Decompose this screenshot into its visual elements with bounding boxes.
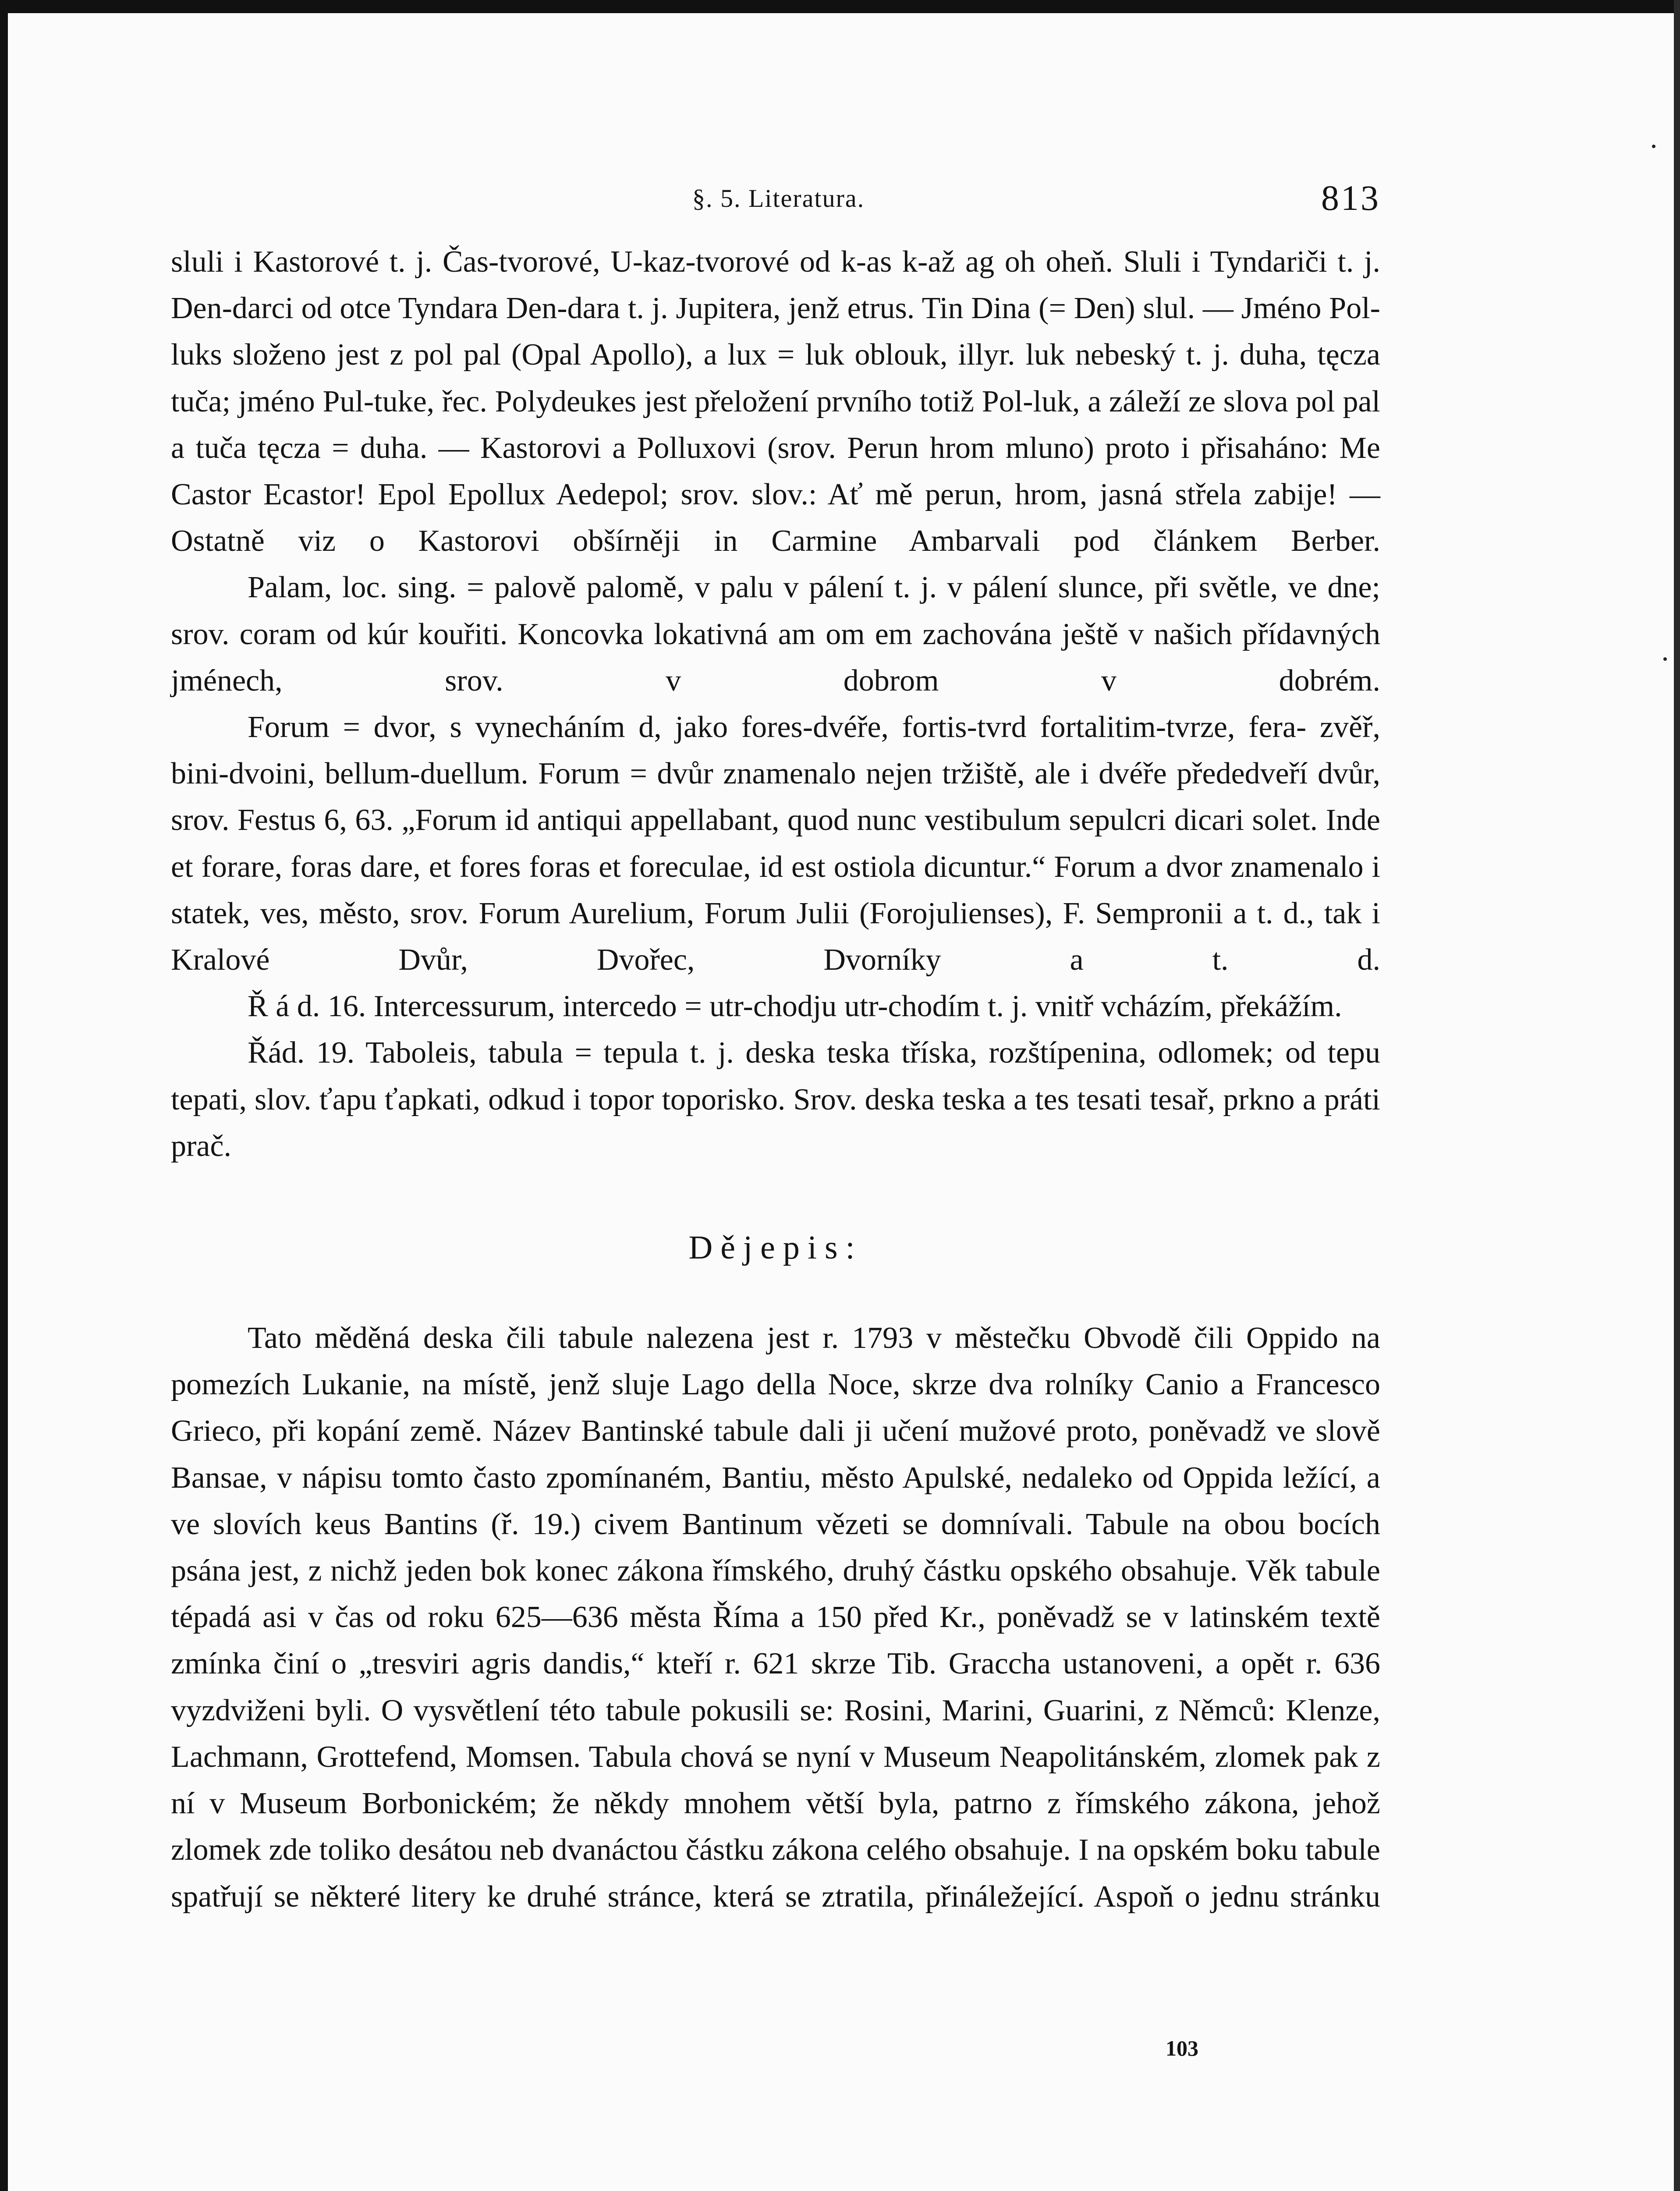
- signature-mark: 103: [1166, 2036, 1198, 2060]
- page-header: [171, 177, 1380, 226]
- running-head: §. 5. Literatura.: [692, 184, 865, 213]
- scan-border-left: [0, 0, 8, 2191]
- paragraph-forum: Forum = dvor, s vynecháním d, jako fores-dvéře, fortis-tvrd fortalitim-tvrze, fera- zvěř, bini-dvoini, bellum-duellum. Forum = dvůr znamenalo nejen tržiště, ale i dvéře přededveří dvůr, srov. Festus 6, 63. „Forum id antiqui appellabant, quod nunc vestibulum sepulcri dicari solet. Inde et forare, foras dare, et fores foras et foreculae, id est ostiola dicuntur.“ Forum a dvor znamenalo i statek, ves, město, srov. Forum Aurelium, Forum Julii (Forojulienses), F. Sempronii a t. d., tak i Kralové Dvůr, Dvořec, Dvorníky a t. d.: [171, 710, 1380, 977]
- section-title-dejepis: Dějepis:: [688, 1229, 863, 1266]
- paragraph-rad-19: Řád. 19. Taboleis, tabula = tepula t. j. deska teska tříska, rozštípenina, odlomek; od tepu tepati, slov. ťapu ťapkati, odkud i topor toporisko. Srov. deska teska a tes tesati tesař, prkno a práti prač.: [171, 1036, 1380, 1163]
- page-body: [171, 239, 1380, 1920]
- paragraph-dejepis: Tato měděná deska čili tabule nalezena jest r. 1793 v městečku Obvodě čili Oppido na pomezích Lukanie, na místě, jenž sluje Lago della Noce, skrze dva rolníky Canio a Francesco Grieco, při kopání země. Název Bantinské tabule dali ji učení mužové proto, poněvadž ve slově Bansae, v nápisu tomto často zpomínaném, Bantiu, město Apulské, nedaleko od Oppida ležící, a ve slovích keus Bantins (ř. 19.) civem Bantinum vězeti se domnívali. Tabule na obou bocích psána jest, z nichž jeden bok konec zákona římského, druhý částku opského obsahuje. Věk tabule tépadá asi v čas od roku 625—636 města Říma a 150 před Kr., poněvadž se v latinském textě zmínka činí o „tresviri agris dandis,“ kteří r. 621 skrze Tib. Graccha ustanoveni, a opět r. 636 vyzdviženi byli. O vysvětlení této tabule pokusili se: Rosini, Marini, Guarini, z Němců: Klenze, Lachmann, Grottefend, Momsen. Tabula chová se nyní v Museum Neapolitánském, zlomek pak z ní v Museum Borbonickém; že někdy mnohem větší byla, patrno z římského zákona, jehož zlomek zde toliko desátou neb dvanáctou částku zákona celého obsahuje. I na opském boku tabule spatřují se některé litery ke druhé stránce, která se ztratila, přináležející. Aspoň o jednu stránku: [171, 1321, 1380, 1914]
- scan-border-top: [0, 0, 1680, 13]
- paragraph-rad-16: Ř á d. 16. Intercessurum, intercedo = utr-chodju utr-chodím t. j. vnitř vcházím, překážím.: [248, 989, 1342, 1024]
- paragraph-kastorove: sluli i Kastorové t. j. Čas-tvorové, U-kaz-tvorové od k-as k-až ag oh oheň. Sluli i Tyndariči t. j. Den-darci od otce Tyndara Den-dara t. j. Jupitera, jenž etrus. Tin Dina (= Den) slul. — Jméno Pol-luks složeno jest z pol pal (Opal Apollo), a lux = luk oblouk, illyr. luk nebeský t. j. duha, tęcza tuča; jméno Pul-tuke, řec. Polydeukes jest přeložení prvního totiž Pol-luk, a záleží ze slova pol pal a tuča tęcza = duha. — Kastorovi a Polluxovi (srov. Perun hrom mluno) proto i přisaháno: Me Castor Ecastor! Epol Epollux Aedepol; srov. slov.: Ať mě perun, hrom, jasná střela zabije! — Ostatně viz o Kastorovi obšírněji in Carmine Ambarvali pod článkem Berber.: [171, 245, 1380, 558]
- scan-speck: [1663, 657, 1667, 661]
- scan-speck: [1652, 145, 1655, 148]
- paragraph-palam: Palam, loc. sing. = palově palomě, v palu v pálení t. j. v pálení slunce, při světle, ve dne; srov. coram od kúr kouřiti. Koncovka lokativná am om em zachována ještě v našich přídavných jménech, srov. v dobrom v dobrém.: [171, 571, 1380, 698]
- page-number: 813: [1321, 178, 1380, 218]
- scan-border-right: [1674, 0, 1680, 2191]
